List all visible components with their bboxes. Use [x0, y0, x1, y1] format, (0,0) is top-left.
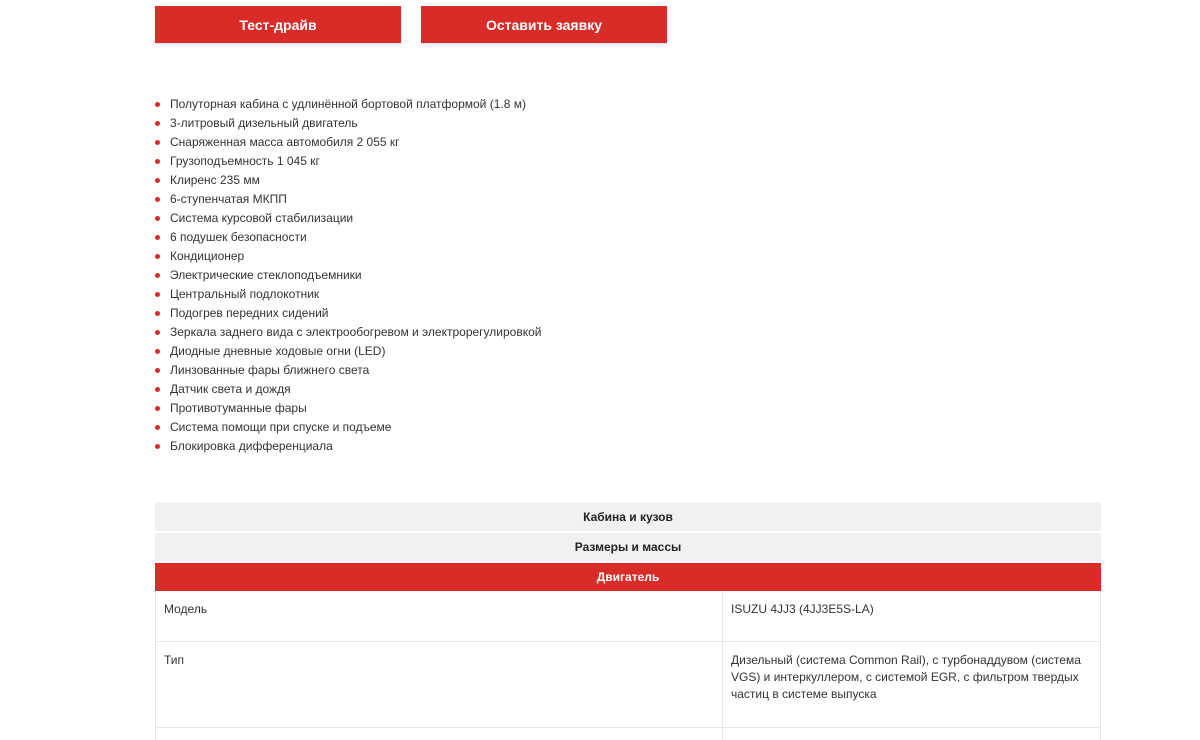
- bullet-icon: [155, 140, 160, 145]
- feature-text: Линзованные фары ближнего света: [170, 363, 370, 377]
- list-item: [155, 228, 541, 247]
- bullet-icon: [155, 444, 160, 449]
- feature-text: Система помощи при спуске и подъеме: [170, 420, 392, 434]
- feature-text: Подогрев передних сидений: [170, 306, 329, 320]
- table-row: [156, 728, 1100, 740]
- list-item: [155, 323, 541, 342]
- features-list: [155, 95, 541, 456]
- spec-value: Дизельный (система Common Rail), с турбонаддувом (система VGS) и интеркуллером, с системой EGR, с фильтром твердых частиц в системе выпуска: [731, 653, 1081, 701]
- bullet-icon: [155, 178, 160, 183]
- table-row: [156, 591, 1100, 642]
- engine-spec-table: [155, 591, 1101, 740]
- feature-text: Грузоподъемность 1 045 кг: [170, 154, 320, 168]
- list-item: [155, 95, 541, 114]
- feature-text: 6 подушек безопасности: [170, 230, 307, 244]
- feature-text: Блокировка дифференциала: [170, 439, 333, 453]
- bullet-icon: [155, 406, 160, 411]
- feature-text: Снаряженная масса автомобиля 2 055 кг: [170, 135, 400, 149]
- feature-text: Клиренс 235 мм: [170, 173, 260, 187]
- feature-text: Кондиционер: [170, 249, 245, 263]
- test-drive-button[interactable]: Тест-драйв: [155, 6, 401, 43]
- bullet-icon: [155, 102, 160, 107]
- list-item: [155, 190, 541, 209]
- list-item: [155, 133, 541, 152]
- list-item: [155, 114, 541, 133]
- list-item: [155, 247, 541, 266]
- feature-text: 3-литровый дизельный двигатель: [170, 116, 358, 130]
- list-item: [155, 171, 541, 190]
- specs-accordion: [155, 503, 1101, 740]
- section-cabin-body[interactable]: Кабина и кузов: [155, 503, 1101, 531]
- section-dimensions-weights[interactable]: Размеры и массы: [155, 533, 1101, 561]
- bullet-icon: [155, 311, 160, 316]
- bullet-icon: [155, 273, 160, 278]
- bullet-icon: [155, 254, 160, 259]
- feature-text: Зеркала заднего вида с электрообогревом и электрорегулировкой: [170, 325, 542, 339]
- feature-text: Полуторная кабина с удлинённой бортовой платформой (1.8 м): [170, 97, 526, 111]
- list-item: [155, 285, 541, 304]
- list-item: [155, 399, 541, 418]
- bullet-icon: [155, 368, 160, 373]
- list-item: [155, 437, 541, 456]
- section-engine[interactable]: Двигатель: [155, 563, 1101, 591]
- apply-button[interactable]: Оставить заявку: [421, 6, 667, 43]
- feature-text: 6-ступенчатая МКПП: [170, 192, 287, 206]
- feature-text: Датчик света и дождя: [170, 382, 291, 396]
- bullet-icon: [155, 387, 160, 392]
- spec-value: [723, 728, 1100, 740]
- list-item: [155, 361, 541, 380]
- bullet-icon: [155, 292, 160, 297]
- list-item: [155, 380, 541, 399]
- spec-label: [156, 728, 723, 740]
- feature-text: Диодные дневные ходовые огни (LED): [170, 344, 386, 358]
- spec-label: Тип: [156, 642, 723, 727]
- bullet-icon: [155, 216, 160, 221]
- bullet-icon: [155, 197, 160, 202]
- feature-text: Электрические стеклоподъемники: [170, 268, 362, 282]
- list-item: [155, 266, 541, 285]
- feature-text: Противотуманные фары: [170, 401, 307, 415]
- list-item: [155, 304, 541, 323]
- feature-text: Центральный подлокотник: [170, 287, 320, 301]
- list-item: [155, 209, 541, 228]
- bullet-icon: [155, 349, 160, 354]
- list-item: [155, 418, 541, 437]
- spec-label: Модель: [156, 591, 723, 641]
- bullet-icon: [155, 425, 160, 430]
- bullet-icon: [155, 330, 160, 335]
- bullet-icon: [155, 121, 160, 126]
- feature-text: Система курсовой стабилизации: [170, 211, 354, 225]
- bullet-icon: [155, 235, 160, 240]
- table-row: [156, 642, 1100, 728]
- list-item: [155, 342, 541, 361]
- bullet-icon: [155, 159, 160, 164]
- spec-value: ISUZU 4JJ3 (4JJ3E5S-LA): [731, 602, 874, 616]
- list-item: [155, 152, 541, 171]
